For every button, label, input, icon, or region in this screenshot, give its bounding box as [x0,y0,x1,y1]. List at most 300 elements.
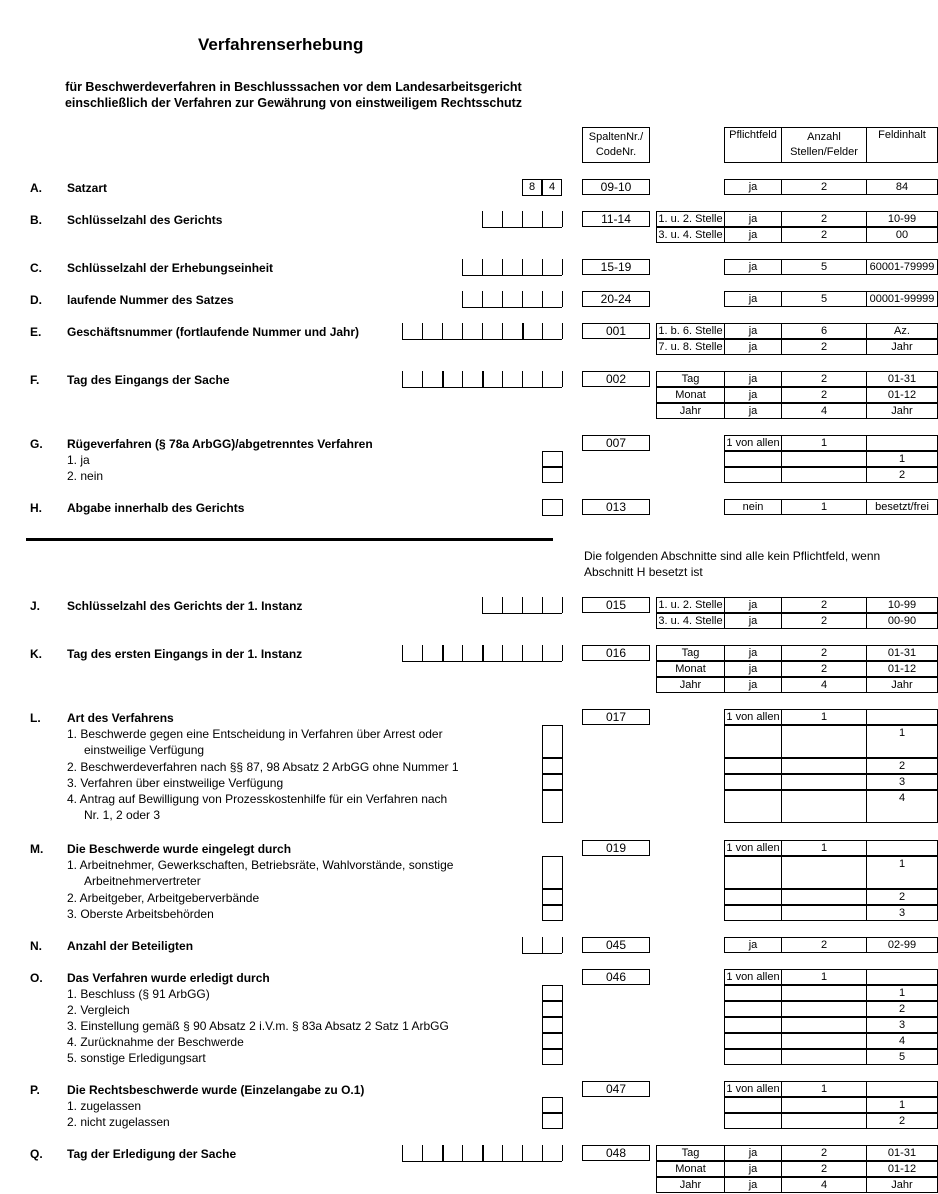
entry-field-F[interactable] [402,371,562,388]
empty-cell [781,889,867,905]
section-letter-A: A. [30,181,42,195]
section-letter-K: K. [30,647,42,661]
section-letter-M: M. [30,842,44,856]
empty-cell [724,1033,782,1049]
sub-label-K-1: Monat [656,661,725,677]
sub-label-F-2: Jahr [656,403,725,419]
pflichtfeld-Q-2: ja [724,1177,782,1193]
empty-cell [781,774,867,790]
entry-divider [542,597,543,613]
page-subtitle [30,79,557,111]
pflichtfeld-J-0: ja [724,597,782,613]
entry-divider [462,323,463,339]
entry-divider [402,323,403,339]
section-label-A: Satzart [67,181,108,195]
pflichtfeld-B-1: ja [724,227,782,243]
pflichtfeld-K-1: ja [724,661,782,677]
sub-label-Q-1: Monat [656,1161,725,1177]
entry-divider [522,1145,523,1161]
pflichtfeld-L: 1 von allen [724,709,782,725]
option-text2-L-4: Nr. 1, 2 oder 3 [84,808,161,822]
option-text-G-2: 2. nein [67,469,104,483]
entry-divider [442,645,444,661]
option-checkbox-O-3[interactable] [542,1017,563,1033]
section-letter-P: P. [30,1083,40,1097]
pflichtfeld-F-1: ja [724,387,782,403]
option-text-L-1: 1. Beschwerde gegen eine Entscheidung in Verfahren über Arrest oder [67,727,443,741]
entry-field-K[interactable] [402,645,562,662]
empty-cell [781,905,867,921]
option-checkbox-H[interactable] [542,499,563,516]
section-label-E: Geschäftsnummer (fortlaufende Nummer und Jahr) [67,325,360,339]
pflichtfeld-E-0: ja [724,323,782,339]
entry-divider [562,211,563,227]
feldinhalt-O-5: 5 [866,1049,938,1065]
entry-divider [402,645,403,661]
option-text2-L-1: einstweilige Verfügung [84,743,205,757]
entry-divider [502,323,503,339]
pflichtfeld-D: ja [724,291,782,307]
code-box-C: 15-19 [582,259,650,275]
empty-cell [724,790,782,823]
pflichtfeld-E-1: ja [724,339,782,355]
entry-divider [562,259,563,275]
entry-divider [462,645,463,661]
feldinhalt-F-1: 01-12 [866,387,938,403]
section-letter-Q: Q. [30,1147,43,1161]
pflichtfeld-O: 1 von allen [724,969,782,985]
entry-divider [422,323,423,339]
feldinhalt-F-2: Jahr [866,403,938,419]
feldinhalt-header-P [866,1081,938,1097]
feldinhalt-Q-0: 01-31 [866,1145,938,1161]
empty-cell [724,1049,782,1065]
option-checkbox-O-5[interactable] [542,1049,563,1065]
entry-divider [542,259,543,275]
feldinhalt-G-1: 1 [866,451,938,467]
entry-divider [522,597,523,613]
sub-label-E-1: 7. u. 8. Stelle [656,339,725,355]
code-box-J: 015 [582,597,650,613]
section-letter-H: H. [30,501,42,515]
empty-cell [781,985,867,1001]
entry-divider [562,597,563,613]
empty-cell [724,725,782,758]
feldinhalt-header-M [866,840,938,856]
entry-divider [482,371,484,387]
section-label-F: Tag des Eingangs der Sache [67,373,230,387]
feldinhalt-N: 02-99 [866,937,938,953]
entry-divider [462,371,463,387]
pflichtfeld-K-2: ja [724,677,782,693]
satzart-digit-1: 8 [522,179,542,196]
option-text-M-3: 3. Oberste Arbeitsbehörden [67,907,214,921]
entry-field-N[interactable] [522,937,562,954]
pflichtfeld-K-0: ja [724,645,782,661]
entry-divider [562,371,563,387]
entry-divider [522,371,523,387]
option-text-P-2: 2. nicht zugelassen [67,1115,170,1129]
entry-divider [562,291,563,307]
feldinhalt-E-1: Jahr [866,339,938,355]
feldinhalt-L-1: 1 [866,725,938,758]
empty-cell [724,856,782,889]
entry-field-C[interactable] [462,259,562,276]
entry-divider [562,645,563,661]
entry-divider [522,211,523,227]
option-text-O-2: 2. Vergleich [67,1003,130,1017]
anzahl-J-0: 2 [781,597,867,613]
empty-cell [724,1001,782,1017]
feldinhalt-O-3: 3 [866,1017,938,1033]
option-text-O-1: 1. Beschluss (§ 91 ArbGG) [67,987,210,1001]
separator-note: Die folgenden Abschnitte sind alle kein Pflichtfeld, wenn Abschnitt H besetzt ist [584,549,881,579]
section-label-J: Schlüsselzahl des Gerichts der 1. Instanz [67,599,303,613]
empty-cell [781,1113,867,1129]
entry-divider [522,937,523,953]
section-label-K: Tag des ersten Eingangs in der 1. Instanz [67,647,303,661]
empty-cell [724,451,782,467]
feldinhalt-K-0: 01-31 [866,645,938,661]
pflichtfeld-B-0: ja [724,211,782,227]
code-box-M: 019 [582,840,650,856]
entry-divider [522,291,523,307]
pflichtfeld-A: ja [724,179,782,195]
section-letter-N: N. [30,939,42,953]
header-anzahl: Anzahl Stellen/Felder [781,127,867,163]
feldinhalt-Q-2: Jahr [866,1177,938,1193]
entry-divider [482,211,483,227]
entry-divider [422,371,423,387]
empty-cell [781,451,867,467]
section-label-L: Art des Verfahrens [67,711,174,725]
entry-divider [542,371,543,387]
sub-label-K-2: Jahr [656,677,725,693]
pflichtfeld-F-2: ja [724,403,782,419]
sub-label-B-0: 1. u. 2. Stelle [656,211,725,227]
option-checkbox-P-1[interactable] [542,1097,563,1113]
entry-divider [422,1145,423,1161]
anzahl-Q-2: 4 [781,1177,867,1193]
section-label-C: Schlüsselzahl der Erhebungseinheit [67,261,274,275]
anzahl-H: 1 [781,499,867,515]
pflichtfeld-Q-0: ja [724,1145,782,1161]
option-text-L-2: 2. Beschwerdeverfahren nach §§ 87, 98 Absatz 2 ArbGG ohne Nummer 1 [67,760,459,774]
anzahl-L: 1 [781,709,867,725]
entry-divider [522,259,523,275]
feldinhalt-M-2: 2 [866,889,938,905]
anzahl-N: 2 [781,937,867,953]
option-text2-M-1: Arbeitnehmervertreter [84,874,201,888]
section-letter-L: L. [30,711,41,725]
entry-divider [402,371,403,387]
feldinhalt-header-G [866,435,938,451]
entry-divider [562,323,563,339]
entry-divider [462,291,463,307]
entry-divider [542,323,543,339]
section-label-N: Anzahl der Beteiligten [67,939,194,953]
entry-field-J[interactable] [482,597,562,614]
section-label-P: Die Rechtsbeschwerde wurde (Einzelangabe zu O.1) [67,1083,365,1097]
empty-cell [724,985,782,1001]
feldinhalt-J-1: 00-90 [866,613,938,629]
section-letter-C: C. [30,261,42,275]
anzahl-P: 1 [781,1081,867,1097]
pflichtfeld-P: 1 von allen [724,1081,782,1097]
entry-divider [482,259,483,275]
option-checkbox-G-1[interactable] [542,451,563,467]
section-letter-F: F. [30,373,40,387]
entry-divider [542,1145,543,1161]
option-checkbox-L-1[interactable] [542,725,563,758]
anzahl-J-1: 2 [781,613,867,629]
feldinhalt-header-O [866,969,938,985]
feldinhalt-Q-1: 01-12 [866,1161,938,1177]
entry-divider [562,937,563,953]
section-letter-J: J. [30,599,41,613]
sub-label-B-1: 3. u. 4. Stelle [656,227,725,243]
option-text-M-1: 1. Arbeitnehmer, Gewerkschaften, Betriebsräte, Wahlvorstände, sonstige [67,858,454,872]
sub-label-Q-0: Tag [656,1145,725,1161]
feldinhalt-D: 00001-99999 [866,291,938,307]
entry-divider [542,645,543,661]
empty-cell [724,1017,782,1033]
section-letter-E: E. [30,325,42,339]
feldinhalt-M-3: 3 [866,905,938,921]
empty-cell [724,889,782,905]
entry-divider [542,937,543,953]
code-box-Q: 048 [582,1145,650,1161]
option-checkbox-P-2[interactable] [542,1113,563,1129]
anzahl-K-1: 2 [781,661,867,677]
section-separator [26,538,553,541]
entry-divider [502,259,503,275]
sub-label-F-1: Monat [656,387,725,403]
page-title: Verfahrenserhebung [198,35,364,54]
entry-divider [542,211,543,227]
anzahl-Q-0: 2 [781,1145,867,1161]
feldinhalt-O-2: 2 [866,1001,938,1017]
anzahl-G: 1 [781,435,867,451]
section-letter-B: B. [30,213,42,227]
code-box-P: 047 [582,1081,650,1097]
entry-divider [442,1145,444,1161]
sub-label-K-0: Tag [656,645,725,661]
feldinhalt-F-0: 01-31 [866,371,938,387]
code-box-K: 016 [582,645,650,661]
entry-divider [502,371,503,387]
anzahl-F-2: 4 [781,403,867,419]
header-feldinhalt: Feldinhalt [866,127,938,163]
code-box-D: 20-24 [582,291,650,307]
empty-cell [781,1033,867,1049]
anzahl-B-1: 2 [781,227,867,243]
pflichtfeld-M: 1 von allen [724,840,782,856]
feldinhalt-B-0: 10-99 [866,211,938,227]
option-checkbox-O-4[interactable] [542,1033,563,1049]
entry-divider [422,645,423,661]
option-text-P-1: 1. zugelassen [67,1099,142,1113]
entry-divider [482,597,483,613]
pflichtfeld-H: nein [724,499,782,515]
entry-divider [562,1145,563,1161]
anzahl-F-0: 2 [781,371,867,387]
entry-divider [502,211,503,227]
entry-divider [542,291,543,307]
section-label-H: Abgabe innerhalb des Gerichts [67,501,245,515]
entry-field-D[interactable] [462,291,562,308]
header-pflichtfeld: Pflichtfeld [724,127,782,163]
option-text-O-3: 3. Einstellung gemäß § 90 Absatz 2 i.V.m. § 83a Absatz 2 Satz 1 ArbGG [67,1019,449,1033]
empty-cell [724,1113,782,1129]
feldinhalt-K-1: 01-12 [866,661,938,677]
anzahl-F-1: 2 [781,387,867,403]
pflichtfeld-G: 1 von allen [724,435,782,451]
code-box-L: 017 [582,709,650,725]
anzahl-A: 2 [781,179,867,195]
empty-cell [781,856,867,889]
entry-divider [462,259,463,275]
anzahl-E-1: 2 [781,339,867,355]
entry-divider [482,1145,484,1161]
subtitle-line-1: für Beschwerdeverfahren in Beschlusssachen vor dem Landesarbeitsgericht [65,80,522,94]
pflichtfeld-F-0: ja [724,371,782,387]
anzahl-E-0: 6 [781,323,867,339]
option-checkbox-G-2[interactable] [542,467,563,483]
section-label-O: Das Verfahren wurde erledigt durch [67,971,270,985]
feldinhalt-J-0: 10-99 [866,597,938,613]
sub-label-J-0: 1. u. 2. Stelle [656,597,725,613]
code-box-F: 002 [582,371,650,387]
code-box-B: 11-14 [582,211,650,227]
sub-label-E-0: 1. b. 6. Stelle [656,323,725,339]
feldinhalt-C: 60001-79999 [866,259,938,275]
entry-field-B[interactable] [482,211,562,228]
feldinhalt-M-1: 1 [866,856,938,889]
empty-cell [781,1001,867,1017]
empty-cell [781,1049,867,1065]
feldinhalt-G-2: 2 [866,467,938,483]
code-box-A: 09-10 [582,179,650,195]
option-text-O-4: 4. Zurücknahme der Beschwerde [67,1035,244,1049]
entry-divider [502,645,503,661]
anzahl-C: 5 [781,259,867,275]
entry-field-Q[interactable] [402,1145,562,1162]
sub-label-F-0: Tag [656,371,725,387]
option-checkbox-O-1[interactable] [542,985,563,1001]
feldinhalt-P-2: 2 [866,1113,938,1129]
option-checkbox-O-2[interactable] [542,1001,563,1017]
anzahl-B-0: 2 [781,211,867,227]
feldinhalt-P-1: 1 [866,1097,938,1113]
sub-label-J-1: 3. u. 4. Stelle [656,613,725,629]
feldinhalt-A: 84 [866,179,938,195]
pflichtfeld-C: ja [724,259,782,275]
section-label-D: laufende Nummer des Satzes [67,293,234,307]
satzart-digit-2: 4 [542,179,562,196]
section-letter-D: D. [30,293,42,307]
sub-label-Q-2: Jahr [656,1177,725,1193]
header-spalten: SpaltenNr./ CodeNr. [582,127,650,163]
entry-divider [502,291,503,307]
entry-field-E[interactable] [402,323,562,340]
empty-cell [724,905,782,921]
anzahl-K-0: 2 [781,645,867,661]
feldinhalt-O-1: 1 [866,985,938,1001]
entry-divider [402,1145,403,1161]
empty-cell [724,774,782,790]
option-checkbox-M-1[interactable] [542,856,563,889]
code-box-E: 001 [582,323,650,339]
feldinhalt-header-L [866,709,938,725]
entry-divider [522,323,524,339]
anzahl-O: 1 [781,969,867,985]
anzahl-Q-1: 2 [781,1161,867,1177]
empty-cell [724,467,782,483]
section-label-Q: Tag der Erledigung der Sache [67,1147,237,1161]
empty-cell [781,790,867,823]
option-text-L-3: 3. Verfahren über einstweilige Verfügung [67,776,284,790]
section-label-M: Die Beschwerde wurde eingelegt durch [67,842,292,856]
entry-divider [482,645,484,661]
option-checkbox-M-3[interactable] [542,905,563,921]
code-box-H: 013 [582,499,650,515]
option-text-L-4: 4. Antrag auf Bewilligung von Prozesskostenhilfe für ein Verfahren nach [67,792,448,806]
empty-cell [781,467,867,483]
pflichtfeld-N: ja [724,937,782,953]
feldinhalt-K-2: Jahr [866,677,938,693]
feldinhalt-H: besetzt/frei [866,499,938,515]
anzahl-M: 1 [781,840,867,856]
option-checkbox-M-2[interactable] [542,889,563,905]
empty-cell [724,758,782,774]
feldinhalt-L-2: 2 [866,758,938,774]
entry-divider [482,291,483,307]
feldinhalt-B-1: 00 [866,227,938,243]
entry-divider [522,645,523,661]
anzahl-D: 5 [781,291,867,307]
entry-divider [482,323,483,339]
empty-cell [724,1097,782,1113]
option-checkbox-L-2[interactable] [542,758,563,774]
entry-divider [502,1145,503,1161]
empty-cell [781,1017,867,1033]
option-text-M-2: 2. Arbeitgeber, Arbeitgeberverbände [67,891,260,905]
code-box-N: 045 [582,937,650,953]
section-label-B: Schlüsselzahl des Gerichts [67,213,223,227]
empty-cell [781,725,867,758]
anzahl-K-2: 4 [781,677,867,693]
entry-divider [442,323,443,339]
pflichtfeld-Q-1: ja [724,1161,782,1177]
section-letter-O: O. [30,971,43,985]
entry-divider [442,371,444,387]
feldinhalt-L-3: 3 [866,774,938,790]
feldinhalt-L-4: 4 [866,790,938,823]
entry-divider [502,597,503,613]
option-checkbox-L-4[interactable] [542,790,563,823]
pflichtfeld-J-1: ja [724,613,782,629]
feldinhalt-E-0: Az. [866,323,938,339]
empty-cell [781,758,867,774]
option-checkbox-L-3[interactable] [542,774,563,790]
option-text-O-5: 5. sonstige Erledigungsart [67,1051,206,1065]
feldinhalt-O-4: 4 [866,1033,938,1049]
option-text-G-1: 1. ja [67,453,90,467]
entry-divider [462,1145,463,1161]
code-box-O: 046 [582,969,650,985]
subtitle-line-2: einschließlich der Verfahren zur Gewährung von einstweiligem Rechtsschutz [64,96,523,110]
